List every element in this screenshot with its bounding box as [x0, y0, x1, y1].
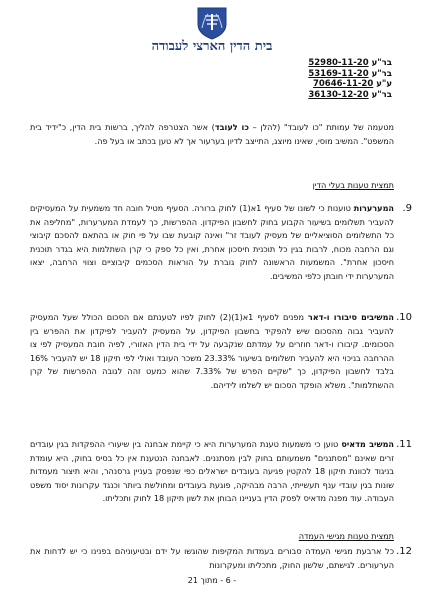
paragraph-text: כל ארבעת מגישי העמדה סבורים בעמדות המקיפות שהוגשו על ידם ובטיעוניהם בפנינו כי יש לדחות את הערעורים. לגישתם, שלשון החוק, מתכליתו ומעקרונות	[30, 546, 394, 570]
paragraph-text: טוען כי משמעות טענת המערערות היא כי קיימת אבחנה בין שיעורי ההפקדות בגין עובדים זרים שאינם "מסתננים" משמעותם בחוק לבין מסתננים. לאבחנה הנטענת אין כל בסיס בחוק, היא עומדת בניגוד לכוונת תיקון 18 להקטין פגיעה בעובדים ישראלים כפי שנפסק בעניין גרסנהר, והיא תיצור מעמדות שונות בגין עובדי ענף תעשייתי, הרבה מבהיקה, פוגעת בעובדים ומחולשת ביותר וכנגד עקרונות יסוד משפט העבודה. עוד מפנה מדאיס לפסק הדין בעניינו הבוחן את לשון תיקון 18 לחוק ותכליתו.	[30, 439, 395, 504]
paragraph-number: 9.	[402, 203, 412, 214]
paragraph-10	[30, 311, 412, 393]
paragraph-number: 11.	[396, 439, 412, 450]
intro-text: מטעמה של עמותת "כו לעובד" (להלן –	[248, 122, 394, 132]
page-footer: - 6 - מתוך 21	[187, 576, 237, 585]
case-number: 53169-11-20	[308, 68, 369, 79]
case-number: 52980-11-20	[308, 58, 369, 68]
paragraph-9	[30, 202, 412, 284]
case-prefix: בר"ע	[371, 68, 392, 79]
paragraph-lead: המשיב מדאיס	[341, 439, 394, 449]
paragraph-12	[30, 545, 412, 572]
case-number-line	[308, 90, 392, 101]
section-heading-submitters: תמצית טענות מגישי העמדה	[298, 531, 394, 541]
paragraph-text: מפנים לסעיף 1א(1)(2) לחוק לפיו לטענתם אם הסכום הכולל שעל המעסיק להעביר גבוה מהסכום שיש להפקיד בחשבון הפיקדון, על המעסיק להעביר לפיקדון את ההפרש בין הסכומים. קיבורו ו-דאר חוזרים על עמדתם שנקבעה על ידי בית הדין האזורי, לפיה חובת המעסיק לפי צו ההרחבה בניכוי היא להעביר תשלומים בשיעור 23.33% משכר העובד ואולי לפי תיקון 18 יש להעביר 16% בלבד לחשבון הפיקדון, כך "שקיים הפרש של 7.33% שהוא כמעט זהה לגובה ההפרשות של קרן ההשתלמות". משלא הופקד הסכום יש לשלמו לידיהם.	[30, 312, 395, 390]
paragraph-lead: המשיבים סיבורו ו-דאר	[307, 312, 394, 322]
paragraph-lead: המערערות	[353, 203, 394, 213]
intro-text-cont: ) אשר הצטרפה להליך, ברשות בית הדין, כ"ידיד בית המשפט". המשיב מוסי, שאינו מיוצג, התייצב לדיון בערעור אך לא טען בכתב או בעל פה.	[30, 122, 394, 146]
court-title: בית הדין הארצי לעבודה	[151, 39, 273, 54]
section-heading-parties: תמצית טענות בעלי הדין	[312, 180, 394, 190]
case-number-line	[308, 69, 392, 80]
intro-bold-term: כו לעובד	[214, 122, 249, 132]
intro-paragraph	[30, 121, 394, 148]
case-number-line	[308, 58, 392, 69]
paragraph-number: 10.	[396, 312, 412, 323]
state-emblem-icon	[194, 6, 230, 40]
case-number: 36130-12-20	[308, 89, 369, 100]
case-number: 70646-11-20	[312, 79, 374, 89]
case-numbers	[308, 58, 392, 100]
case-prefix: בר"ע	[371, 89, 392, 100]
paragraph-11	[30, 438, 412, 506]
paragraph-text: טוענות כי לשונו של סעיף 1א(1) לחוק ברורה. הסעיף מטיל חובה חד משמעית על המעסיקים להעביר תשלומים בשיעור הקבוע בחוק לחשבון הפיקדון. ההפרשות, כך לעמדת המערערות, "מחליפה את כל התשלומים הסוציאליים של מעסיק לעובד זר" ואינה קובעת שבו על פי חוק או בהתאם להסכם קיבוצי וגם הרחבה מכוח, לרבות בגין כל תוכנית חיסכון אחרת, ואין כל ספק כי קרן השתלמות היא בגדר תוכנית חיסכון אחרת". המשמעות הראשונה לחוק גוברת על הוראות הסכמים קיבוציים וצווי הרחבה, יצאו המערערות ידי חובתן כלפי המשיבים.	[30, 203, 394, 281]
case-prefix: ע"ע	[376, 79, 392, 89]
case-number-line	[308, 79, 392, 90]
case-prefix: בר"ע	[371, 58, 392, 68]
paragraph-number: 12.	[396, 546, 412, 557]
